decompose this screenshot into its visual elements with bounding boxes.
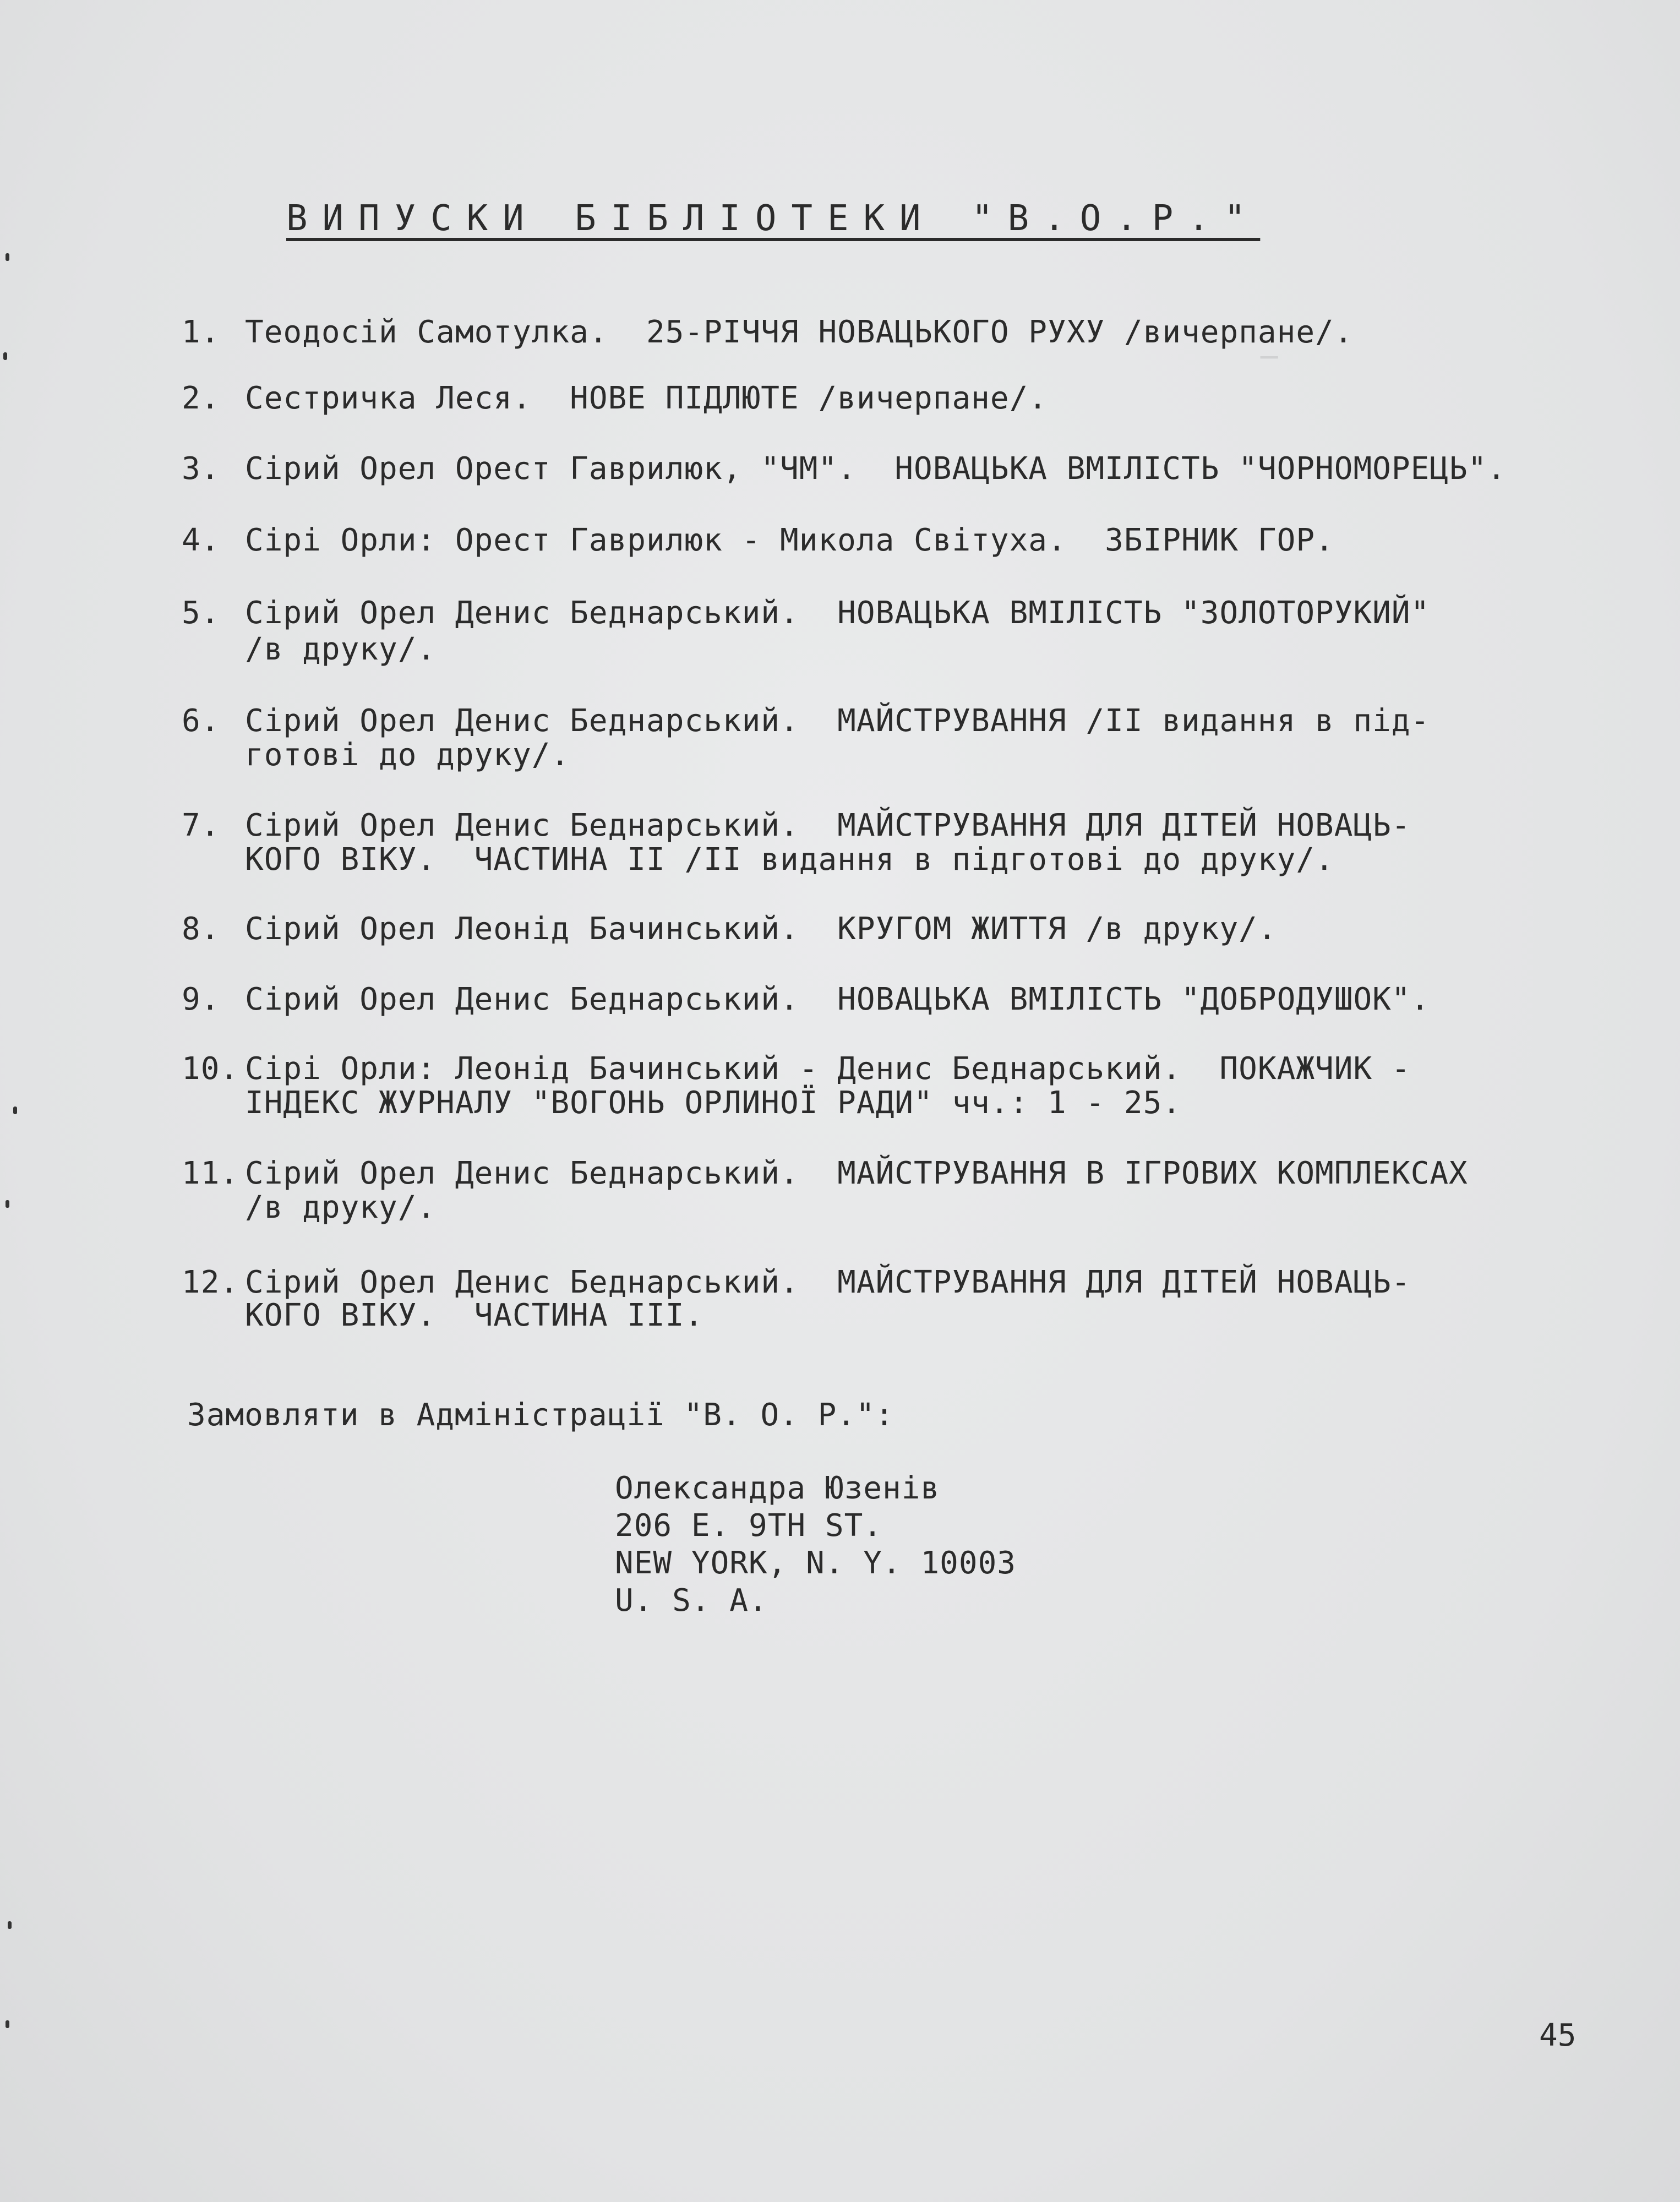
list-item-number: 6. [182,703,220,739]
margin-mark [13,1107,17,1114]
margin-mark [3,352,7,360]
list-item-line: Сірий Орел Леонід Бачинський. КРУГОМ ЖИТТЯ /в друку/. [245,911,1277,947]
address-name: Олександра Юзенів [615,1470,940,1506]
list-item-line: Сірий Орел Денис Беднарський. НОВАЦЬКА ВМІЛІСТЬ "ЗОЛОТОРУКИЙ" [245,595,1430,631]
list-item-line: Сірий Орел Денис Беднарський. НОВАЦЬКА ВМІЛІСТЬ "ДОБРОДУШОК". [245,982,1430,1017]
list-item-line: Сірий Орел Денис Беднарський. МАЙСТРУВАННЯ ДЛЯ ДІТЕЙ НОВАЦЬ- [245,808,1411,843]
list-item-number: 5. [182,595,220,631]
list-item-line: КОГО ВІКУ. ЧАСТИНА II /II видання в підготові до друку/. [245,842,1334,877]
list-item-line: Сірий Орел Денис Беднарський. МАЙСТРУВАННЯ В ІГРОВИХ КОМПЛЕКСАХ [245,1155,1468,1191]
list-item-number: 3. [182,451,220,487]
order-instructions: Замовляти в Адміністрації "В. О. Р.": [187,1397,894,1433]
margin-mark [6,2020,9,2028]
margin-mark [6,1200,9,1208]
list-item-number: 10. [182,1051,239,1087]
list-item-line: Сестричка Леся. НОВЕ ПІДЛЮТЕ /вичерпане/. [245,380,1048,416]
list-item-line: Сірий Орел Денис Беднарський. МАЙСТРУВАННЯ /II видання в під- [245,703,1430,739]
address-city: NEW YORK, N. Y. 10003 [615,1545,1017,1581]
list-item-number: 12. [182,1264,239,1300]
page-title: ВИПУСКИ БІБЛІОТЕКИ "В.О.Р." [286,198,1261,239]
list-item-number: 1. [182,314,220,350]
list-item-line: Теодосій Самотулка. 25-РІЧЧЯ НОВАЦЬКОГО РУХУ /вичерпане/. [245,314,1354,350]
list-item-number: 9. [182,982,220,1017]
list-item-line: готові до друку/. [245,737,570,773]
list-item-number: 8. [182,911,220,947]
list-item-line: Сірий Орел Орест Гаврилюк, "ЧМ". НОВАЦЬКА ВМІЛІСТЬ "ЧОРНОМОРЕЦЬ". [245,451,1507,487]
list-item-number: 11. [182,1155,239,1191]
list-item-line: Сірі Орли: Орест Гаврилюк - Микола Світуха. ЗБІРНИК ГОР. [245,522,1334,558]
address-street: 206 E. 9TH ST. [615,1508,883,1544]
list-item-line: /в друку/. [245,631,437,667]
margin-mark [8,1921,12,1929]
bleed-through-text: ─ [1261,341,1279,374]
list-item-number: 7. [182,808,220,843]
list-item-line: ІНДЕКС ЖУРНАЛУ "ВОГОНЬ ОРЛИНОЇ РАДИ" чч.: 1 - 25. [245,1085,1182,1121]
address-block [615,1470,1016,1620]
page-number: 45 [1539,2018,1577,2053]
list-item-line: КОГО ВІКУ. ЧАСТИНА III. [245,1298,704,1333]
list-item-number: 2. [182,380,220,416]
list-item-number: 4. [182,522,220,558]
address-country: U. S. A. [615,1583,768,1618]
list-item-line: /в друку/. [245,1190,437,1225]
margin-mark [6,253,9,261]
list-item-line: Сірі Орли: Леонід Бачинський - Денис Беднарський. ПОКАЖЧИК - [245,1051,1411,1087]
list-item-line: Сірий Орел Денис Беднарський. МАЙСТРУВАННЯ ДЛЯ ДІТЕЙ НОВАЦЬ- [245,1264,1411,1300]
